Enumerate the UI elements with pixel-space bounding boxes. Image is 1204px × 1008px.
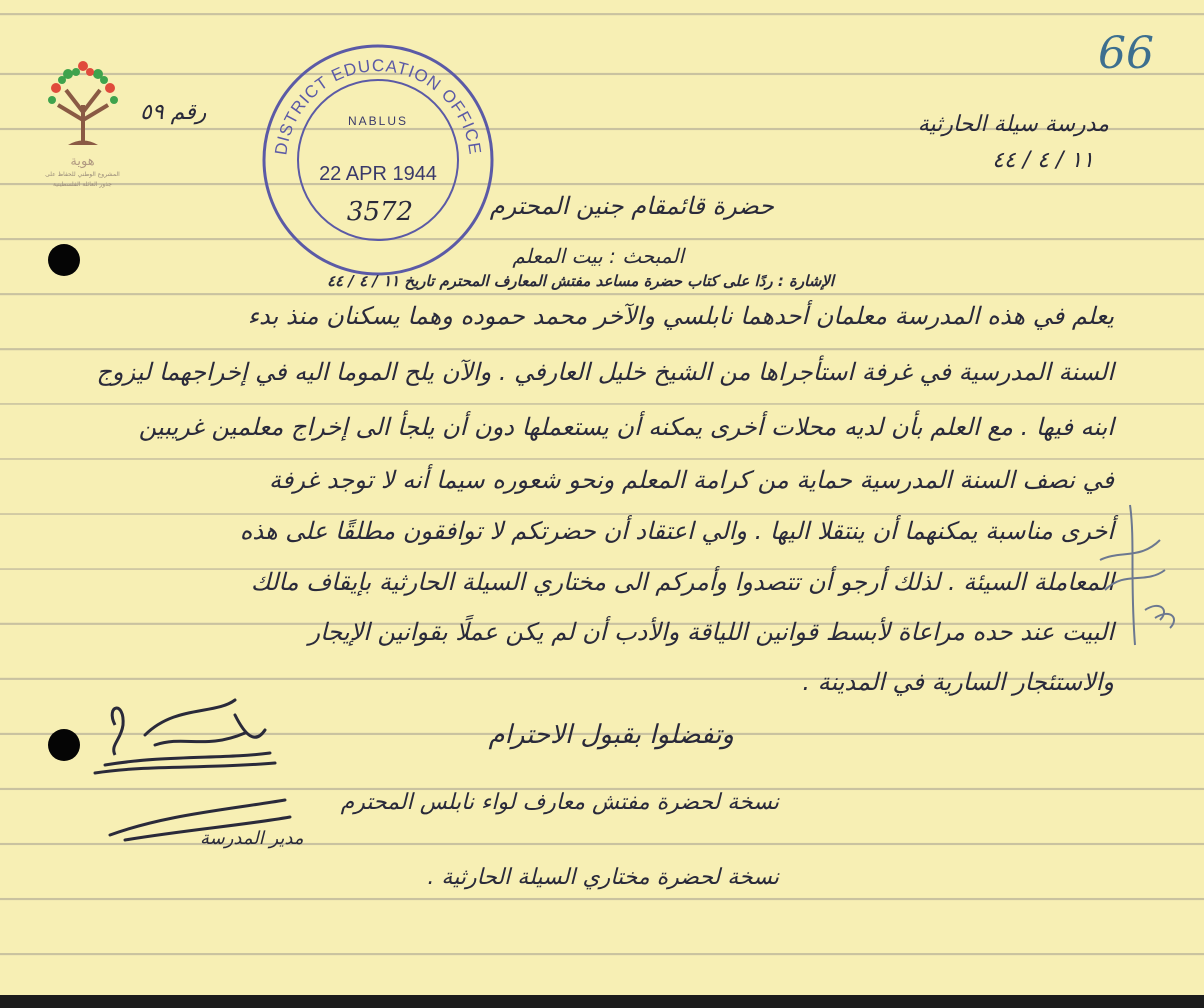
stamp-date: 22 APR 1944	[319, 163, 437, 185]
letter-date: ١١ / ٤ / ٤٤	[992, 148, 1094, 173]
body-line-7: البيت عند حده مراعاة لأبسط قوانين اللياقة والأدب أن لم يكن عملًا بقوانين الإيجار	[308, 618, 1114, 646]
svg-text:DISTRICT EDUCATION OFFICE	[271, 56, 484, 156]
body-line-5: أخرى مناسبة يمكنهما أن ينتقلا اليها . والي اعتقاد أن حضرتكم لا توافقون مطلقًا على هذه	[239, 517, 1114, 545]
copy-to-mukhtars: نسخة لحضرة مختاري السيلة الحارثية .	[427, 865, 779, 890]
stamp-city: NABLUS	[347, 114, 409, 128]
body-line-1: يعلم في هذه المدرسة معلمان أحدهما نابلسي والآخر محمد حموده وهما يسكنان منذ بدء	[247, 302, 1114, 330]
body-line-2: السنة المدرسية في غرفة استأجراها من الشيخ خليل العارفي . والآن يلح الموما اليه في إخراجهما ليزوج	[96, 358, 1114, 386]
letter-ref: رقم ٥٩	[140, 100, 207, 125]
stamp-number: 3572	[346, 197, 414, 227]
folio-number: 66	[1098, 28, 1154, 79]
letter-closing: وتفضلوا بقبول الاحترام	[488, 720, 734, 750]
body-line-3: ابنه فيها . مع العلم بأن لديه محلات أخرى يمكنه أن يستعملها دون أن يلجأ الى إخراج معلمين غريبين	[138, 413, 1114, 441]
education-office-stamp	[258, 40, 498, 280]
copy-to-inspector: نسخة لحضرة مفتش معارف لواء نابلس المحترم	[340, 790, 779, 815]
body-line-6: المعاملة السيئة . لذلك أرجو أن تتصدوا وأمركم الى مختاري السيلة الحارثية بإيقاف مالك	[250, 568, 1114, 596]
logo-org-line-2: جذور العائلة الفلسطينية	[53, 181, 112, 188]
letter-reference-line: الإشارة : ردًا على كتاب حضرة مساعد مفتش المعارف المحترم تاريخ ١١ / ٤ / ٤٤	[327, 272, 834, 290]
family-tree-icon	[38, 50, 128, 150]
signature-title: مدير المدرسة	[200, 828, 304, 849]
scan-edge	[0, 995, 1204, 1008]
signature	[85, 695, 285, 785]
heritage-logo	[30, 50, 135, 215]
margin-annotation	[1090, 500, 1180, 650]
body-line-4: في نصف السنة المدرسية حماية من كرامة المعلم ونحو شعوره سيما أنه لا توجد غرفة	[269, 466, 1114, 494]
body-line-8: والاستئجار السارية في المدينة .	[802, 668, 1114, 696]
punch-hole-bottom	[48, 729, 80, 761]
logo-brand: هوية	[70, 154, 95, 169]
logo-org-line-1: المشروع الوطني للحفاظ على	[45, 171, 120, 178]
letter-subject: المبحث : بيت المعلم	[512, 244, 684, 268]
stamp-ring-text: DISTRICT EDUCATION OFFICE	[271, 56, 485, 157]
letter-addressee: حضرة قائمقام جنين المحترم	[489, 192, 774, 220]
punch-hole-top	[48, 244, 80, 276]
letter-sender: مدرسة سيلة الحارثية	[917, 112, 1109, 137]
